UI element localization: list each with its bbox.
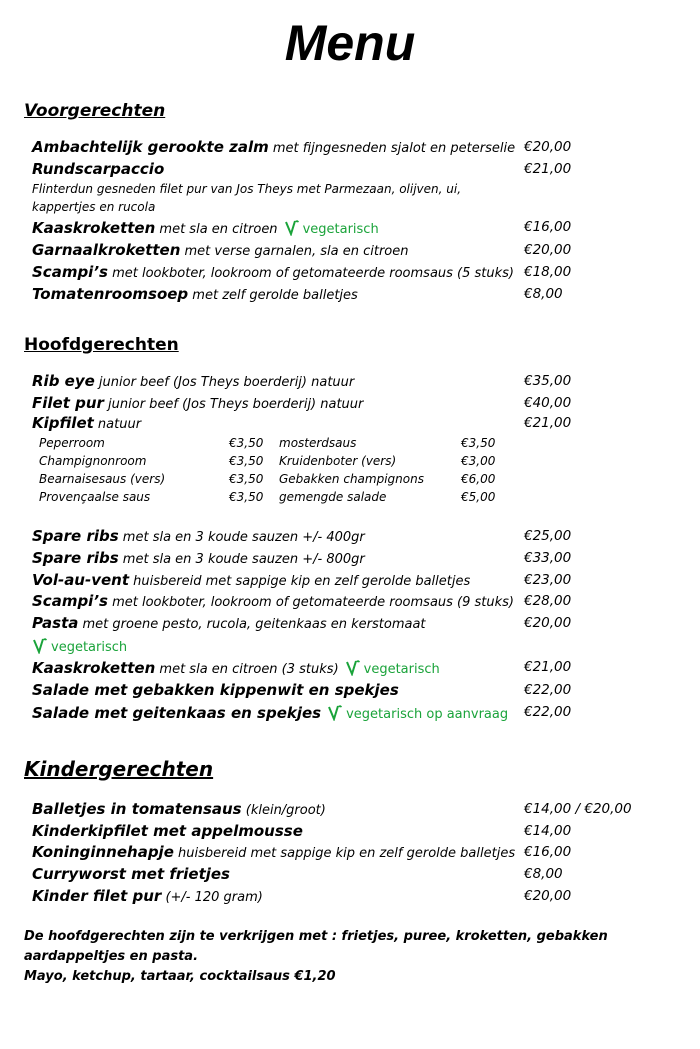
side-name: gemengde salade: [279, 490, 387, 504]
item-description: met verse garnalen, sla en citroen: [180, 244, 409, 259]
menu-item: [32, 549, 672, 569]
item-price: €8,00: [524, 286, 563, 302]
item-name: Tomatenroomsoep: [32, 285, 189, 303]
item-description: met lookboter, lookroom of getomateerde roomsaus (9 stuks): [107, 595, 515, 610]
menu-item: [32, 703, 672, 724]
item-name: Rundscarpaccio: [32, 160, 165, 178]
item-name: Spare ribs: [32, 527, 119, 545]
side-price: €3,50: [229, 454, 264, 468]
item-name: Kipfilet: [32, 414, 94, 432]
item-price: €18,00: [524, 264, 572, 280]
side-price: €3,50: [229, 490, 264, 504]
item-description: huisbereid met sappige kip en zelf gerolde balletjes: [173, 846, 516, 861]
vegetarian-label: vegetarisch: [302, 222, 379, 237]
item-name: Curryworst met frietjes: [32, 865, 230, 883]
item-price: €40,00: [524, 395, 572, 411]
item-description: met sla en 3 koude sauzen +/- 400gr: [118, 530, 365, 545]
item-description: natuur: [93, 417, 142, 432]
item-name: Spare ribs: [32, 549, 119, 567]
menu-item: [32, 614, 672, 634]
item-name: Kaaskroketten: [32, 659, 156, 677]
item-name: Kinderkipfilet met appelmousse: [32, 822, 303, 840]
item-description: (+/- 120 gram): [161, 890, 263, 905]
item-description: met zelf gerolde balletjes: [188, 288, 358, 303]
item-price: €20,00: [524, 242, 572, 258]
item-name: Kaaskroketten: [32, 219, 156, 237]
item-subdescription: Flinterdun gesneden filet pur van Jos Theys met Parmezaan, olijven, ui, kappertjes en rucola: [32, 182, 462, 214]
item-name: Ambachtelijk gerookte zalm: [32, 138, 269, 156]
menu-item: [32, 887, 672, 907]
menu-item: [32, 527, 672, 547]
item-description: met sla en 3 koude sauzen +/- 800gr: [118, 552, 365, 567]
leaf-v-icon: [327, 703, 343, 721]
item-price: €14,00: [524, 823, 572, 839]
item-price: €22,00: [524, 682, 572, 698]
side-price: €6,00: [461, 472, 496, 486]
item-description: met sla en citroen (3 stuks): [155, 662, 339, 677]
side-name: Peperroom: [39, 436, 105, 450]
menu-item: [32, 372, 672, 392]
item-name: Scampi’s: [32, 592, 108, 610]
vegetarian-label: vegetarisch op aanvraag: [346, 707, 509, 722]
menu-item: [32, 394, 672, 414]
menu-item: [32, 138, 672, 158]
item-price: €33,00: [524, 550, 572, 566]
menu-item: [32, 285, 672, 305]
item-name: Salade met gebakken kippenwit en spekjes: [32, 681, 399, 699]
leaf-v-icon: [345, 658, 361, 676]
item-price: €20,00: [524, 139, 572, 155]
item-name: Vol-au-vent: [32, 571, 130, 589]
vegetarian-label: vegetarisch: [51, 640, 128, 655]
menu-item: [32, 843, 672, 863]
item-description: huisbereid met sappige kip en zelf gerolde balletjes: [129, 574, 471, 589]
item-description: (klein/groot): [241, 803, 326, 818]
item-description: junior beef (Jos Theys boerderij) natuur: [103, 397, 364, 412]
item-name: Scampi’s: [32, 263, 108, 281]
side-name: Champignonroom: [39, 454, 147, 468]
item-price: €28,00: [524, 593, 572, 609]
item-price: €35,00: [524, 373, 572, 389]
item-price: €16,00: [524, 844, 572, 860]
side-name: Gebakken champignons: [279, 472, 424, 486]
item-name: Koninginnehapje: [32, 843, 174, 861]
item-price: €16,00: [524, 219, 572, 235]
footer-note: De hoofdgerechten zijn te verkrijgen met : frietjes, puree, kroketten, gebakken aardappeltjes en pasta.: [24, 929, 608, 964]
item-name: Garnaalkroketten: [32, 241, 181, 259]
item-price: €21,00: [524, 415, 572, 431]
menu-item: [32, 681, 672, 701]
side-price: €5,00: [461, 490, 496, 504]
section-heading-voorgerechten: Voorgerechten: [24, 101, 166, 121]
side-name: Kruidenboter (vers): [279, 454, 397, 468]
item-price: €8,00: [524, 866, 563, 882]
side-name: Provençaalse saus: [39, 490, 151, 504]
section-heading-kindergerechten: Kindergerechten: [24, 757, 214, 781]
menu-item: [32, 571, 672, 591]
item-description: met fijngesneden sjalot en peterselie: [268, 141, 516, 156]
menu-item: [32, 865, 672, 885]
item-price: €20,00: [524, 888, 572, 904]
item-description: met groene pesto, rucola, geitenkaas en kerstomaat: [78, 617, 426, 632]
side-price: €3,50: [461, 436, 496, 450]
menu-item: [32, 160, 672, 180]
item-name: Rib eye: [32, 372, 95, 390]
side-price: €3,00: [461, 454, 496, 468]
menu-title: Menu: [284, 15, 416, 71]
side-price: €3,50: [229, 436, 264, 450]
item-description: met lookboter, lookroom of getomateerde roomsaus (5 stuks): [107, 266, 515, 281]
side-price: €3,50: [229, 472, 264, 486]
leaf-v-icon: [32, 636, 48, 654]
item-price: €22,00: [524, 704, 572, 720]
item-price: €23,00: [524, 572, 572, 588]
vegetarian-label: vegetarisch: [363, 662, 440, 677]
item-price: €14,00 / €20,00: [524, 801, 632, 817]
menu-item: [32, 592, 672, 612]
section-heading-hoofdgerechten: Hoofdgerechten: [24, 335, 179, 355]
item-name: Salade met geitenkaas en spekjes: [32, 704, 322, 722]
menu-item: [32, 800, 672, 820]
leaf-v-icon: [284, 218, 300, 236]
side-name: mosterdsaus: [279, 436, 357, 450]
menu-item-veg-line: [30, 636, 670, 657]
item-price: €21,00: [524, 659, 572, 675]
item-price: €20,00: [524, 615, 572, 631]
side-name: Bearnaisesaus (vers): [39, 472, 166, 486]
menu-item: [32, 218, 672, 239]
item-name: Kinder filet pur: [32, 887, 162, 905]
item-name: Balletjes in tomatensaus: [32, 800, 242, 818]
menu-item: [32, 658, 672, 679]
menu-item: [32, 241, 672, 261]
item-name: Filet pur: [32, 394, 104, 412]
menu-item: [32, 822, 672, 842]
footer-sauces: Mayo, ketchup, tartaar, cocktailsaus €1,20: [24, 969, 336, 984]
item-price: €25,00: [524, 528, 572, 544]
menu-item: [32, 263, 672, 283]
menu-item: [32, 414, 672, 434]
item-description: junior beef (Jos Theys boerderij) natuur: [94, 375, 355, 390]
item-price: €21,00: [524, 161, 572, 177]
item-description: met sla en citroen: [155, 222, 278, 237]
item-name: Pasta: [32, 614, 79, 632]
